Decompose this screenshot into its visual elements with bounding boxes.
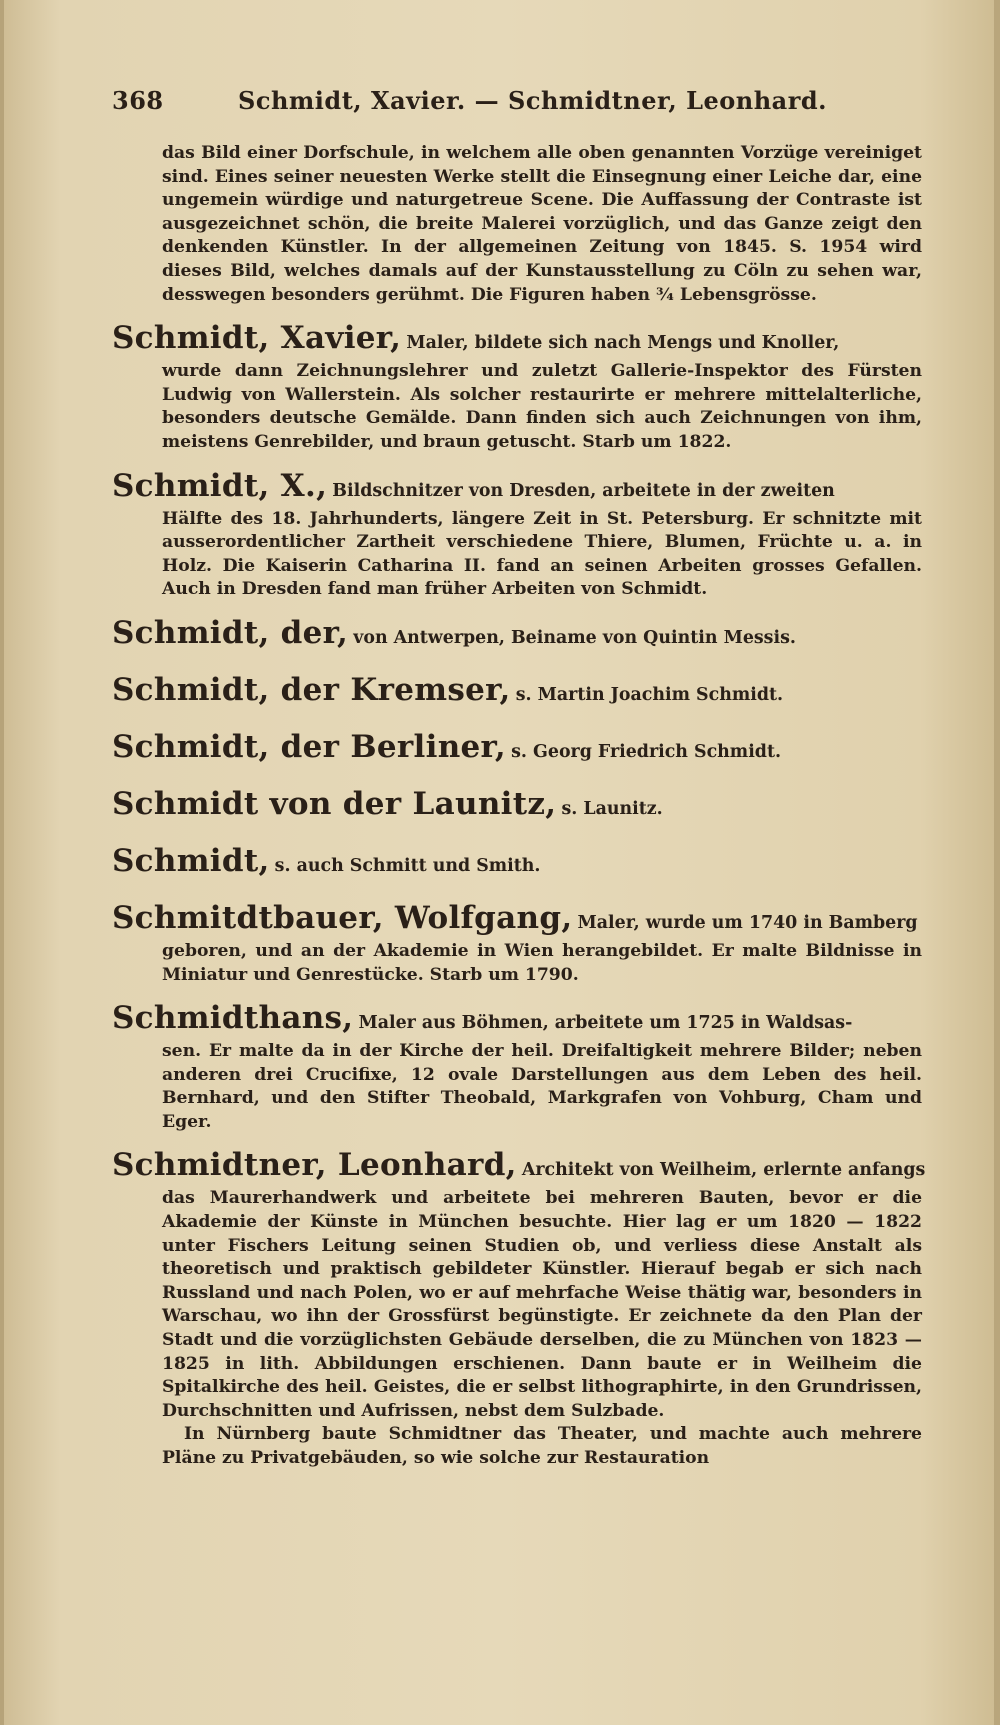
entry-first-line: s. Georg Friedrich Schmidt. (511, 741, 782, 762)
page-number: 368 (112, 86, 164, 115)
entry-first-line: s. Martin Joachim Schmidt. (515, 684, 784, 705)
entry-first-line: s. auch Schmitt und Smith. (274, 855, 541, 876)
entry-body: das Maurerhandwerk und arbeitete bei mehreren Bauten, bevor er die Akademie der Künste in München besuchte. Hier lag er um 1820 — 1822 unter Fischers Leitung seinen Studien ob, und verliess diese Anstalt als theoretisch und praktisch gebildeter Künstler. Hierauf begab er sich nach Russland und nach Polen, wo er auf mehrfache Weise thätig war, besonders in Warschau, wo ihn der Grossfürst begünstigte. Er zeichnete da den Plan der Stadt und die vorzüglichsten Gebäude derselben, die zu München von 1823 — 1825 in lith. Abbildungen erschienen. Dann baute er in Weilheim die Spitalkirche des heil. Geistes, die er selbst lithographirte, in den Grundrissen, Durchschnitten und Aufrissen, nebst dem Sulzbade. (162, 1188, 922, 1421)
dictionary-entry (112, 730, 922, 769)
entry-first-line: Architekt von Weilheim, erlernte anfangs (521, 1160, 926, 1181)
entry-headword: Schmidt, (112, 842, 270, 879)
entry-headword: Schmidt, Xavier, (112, 320, 402, 357)
entry-headword: Schmidt, der Berliner, (112, 728, 507, 765)
entry-headword: Schmidt von der Launitz, (112, 785, 557, 822)
entry-first-line: Bildschnitzer von Dresden, arbeitete in der zweiten (332, 480, 835, 501)
running-head: Schmidt, Xavier. — Schmidtner, Leonhard. (238, 86, 827, 115)
entry-headword: Schmidt, der, (112, 614, 349, 651)
dictionary-entry (112, 321, 922, 454)
dictionary-entry (112, 1147, 926, 1423)
entry-first-line: Maler, bildete sich nach Mengs und Knoller, (406, 333, 840, 354)
dictionary-entry (112, 616, 922, 655)
entry-headword: Schmidt, X., (112, 467, 328, 504)
text-column (112, 142, 926, 1471)
dictionary-entry (112, 901, 922, 987)
page-edge-left (0, 0, 4, 1725)
dictionary-entry (112, 787, 922, 826)
entry-headword: Schmidt, der Kremser, (112, 671, 511, 708)
entry-headword: Schmitdtbauer, Wolfgang, (112, 899, 573, 936)
entry-headword: Schmidthans, (112, 1000, 354, 1037)
entry-first-line: von Antwerpen, Beiname von Quintin Messis. (353, 627, 796, 648)
dictionary-entry (112, 844, 922, 883)
dictionary-entry (112, 673, 922, 712)
entry-first-line: Maler aus Böhmen, arbeitete um 1725 in Waldsas- (358, 1013, 853, 1034)
entry-body: wurde dann Zeichnungslehrer und zuletzt Gallerie-Inspektor des Fürsten Ludwig von Wallerstein. Als solcher restaurirte er mehrere mittelalterliche, besonders deutsche Gemälde. Dann finden sich auch Zeichnungen von ihm, meistens Genrebilder, und braun getuscht. Starb um 1822. (162, 361, 922, 452)
entry-body: Hälfte des 18. Jahrhunderts, längere Zeit in St. Petersburg. Er schnitzte mit ausserordentlicher Zartheit verschiedene Thiere, Blumen, Früchte u. a. in Holz. Die Kaiserin Catharina II. fand an seinen Arbeiten grosses Gefallen. Auch in Dresden fand man früher Arbeiten von Schmidt. (162, 508, 922, 600)
entry-headword: Schmidtner, Leonhard, (112, 1147, 517, 1184)
page-header (112, 86, 842, 130)
entry-body: geboren, und an der Akademie in Wien herangebildet. Er malte Bildnisse in Miniatur und Genrestücke. Starb um 1790. (162, 940, 922, 985)
entry-first-line: Maler, wurde um 1740 in Bamberg (577, 912, 918, 933)
dictionary-entry (112, 469, 922, 602)
continuation-paragraph: das Bild einer Dorfschule, in welchem alle oben genannten Vorzüge vereiniget sind. Eines seiner neuesten Werke stellt die Einsegnung einer Leiche dar, eine ungemein würdige und naturgetreue Scene. Die Auffassung der Contraste ist ausgezeichnet schön, die breite Malerei vorzüglich, und das Ganze zeigt den denkenden Künstler. In der allgemeinen Zeitung von 1845. S. 1954 wird dieses Bild, welches damals auf der Kunstausstellung zu Cöln zu sehen war, desswegen besonders gerühmt. Die Figuren haben ¾ Lebensgrösse. (162, 143, 922, 305)
page-edge-right (994, 0, 1000, 1725)
entry-body: sen. Er malte da in der Kirche der heil. Dreifaltigkeit mehrere Bilder; neben anderen drei Crucifixe, 12 ovale Darstellungen aus dem Leben des heil. Bernhard, und den Stifter Theobald, Markgrafen von Vohburg, Cham und Eger. (162, 1041, 922, 1132)
entry-first-line: s. Launitz. (561, 798, 663, 819)
final-paragraph: In Nürnberg baute Schmidtner das Theater, und machte auch mehrere Pläne zu Privatgebäuden, so wie solche zur Restauration (162, 1424, 922, 1468)
dictionary-entry (112, 1001, 922, 1134)
